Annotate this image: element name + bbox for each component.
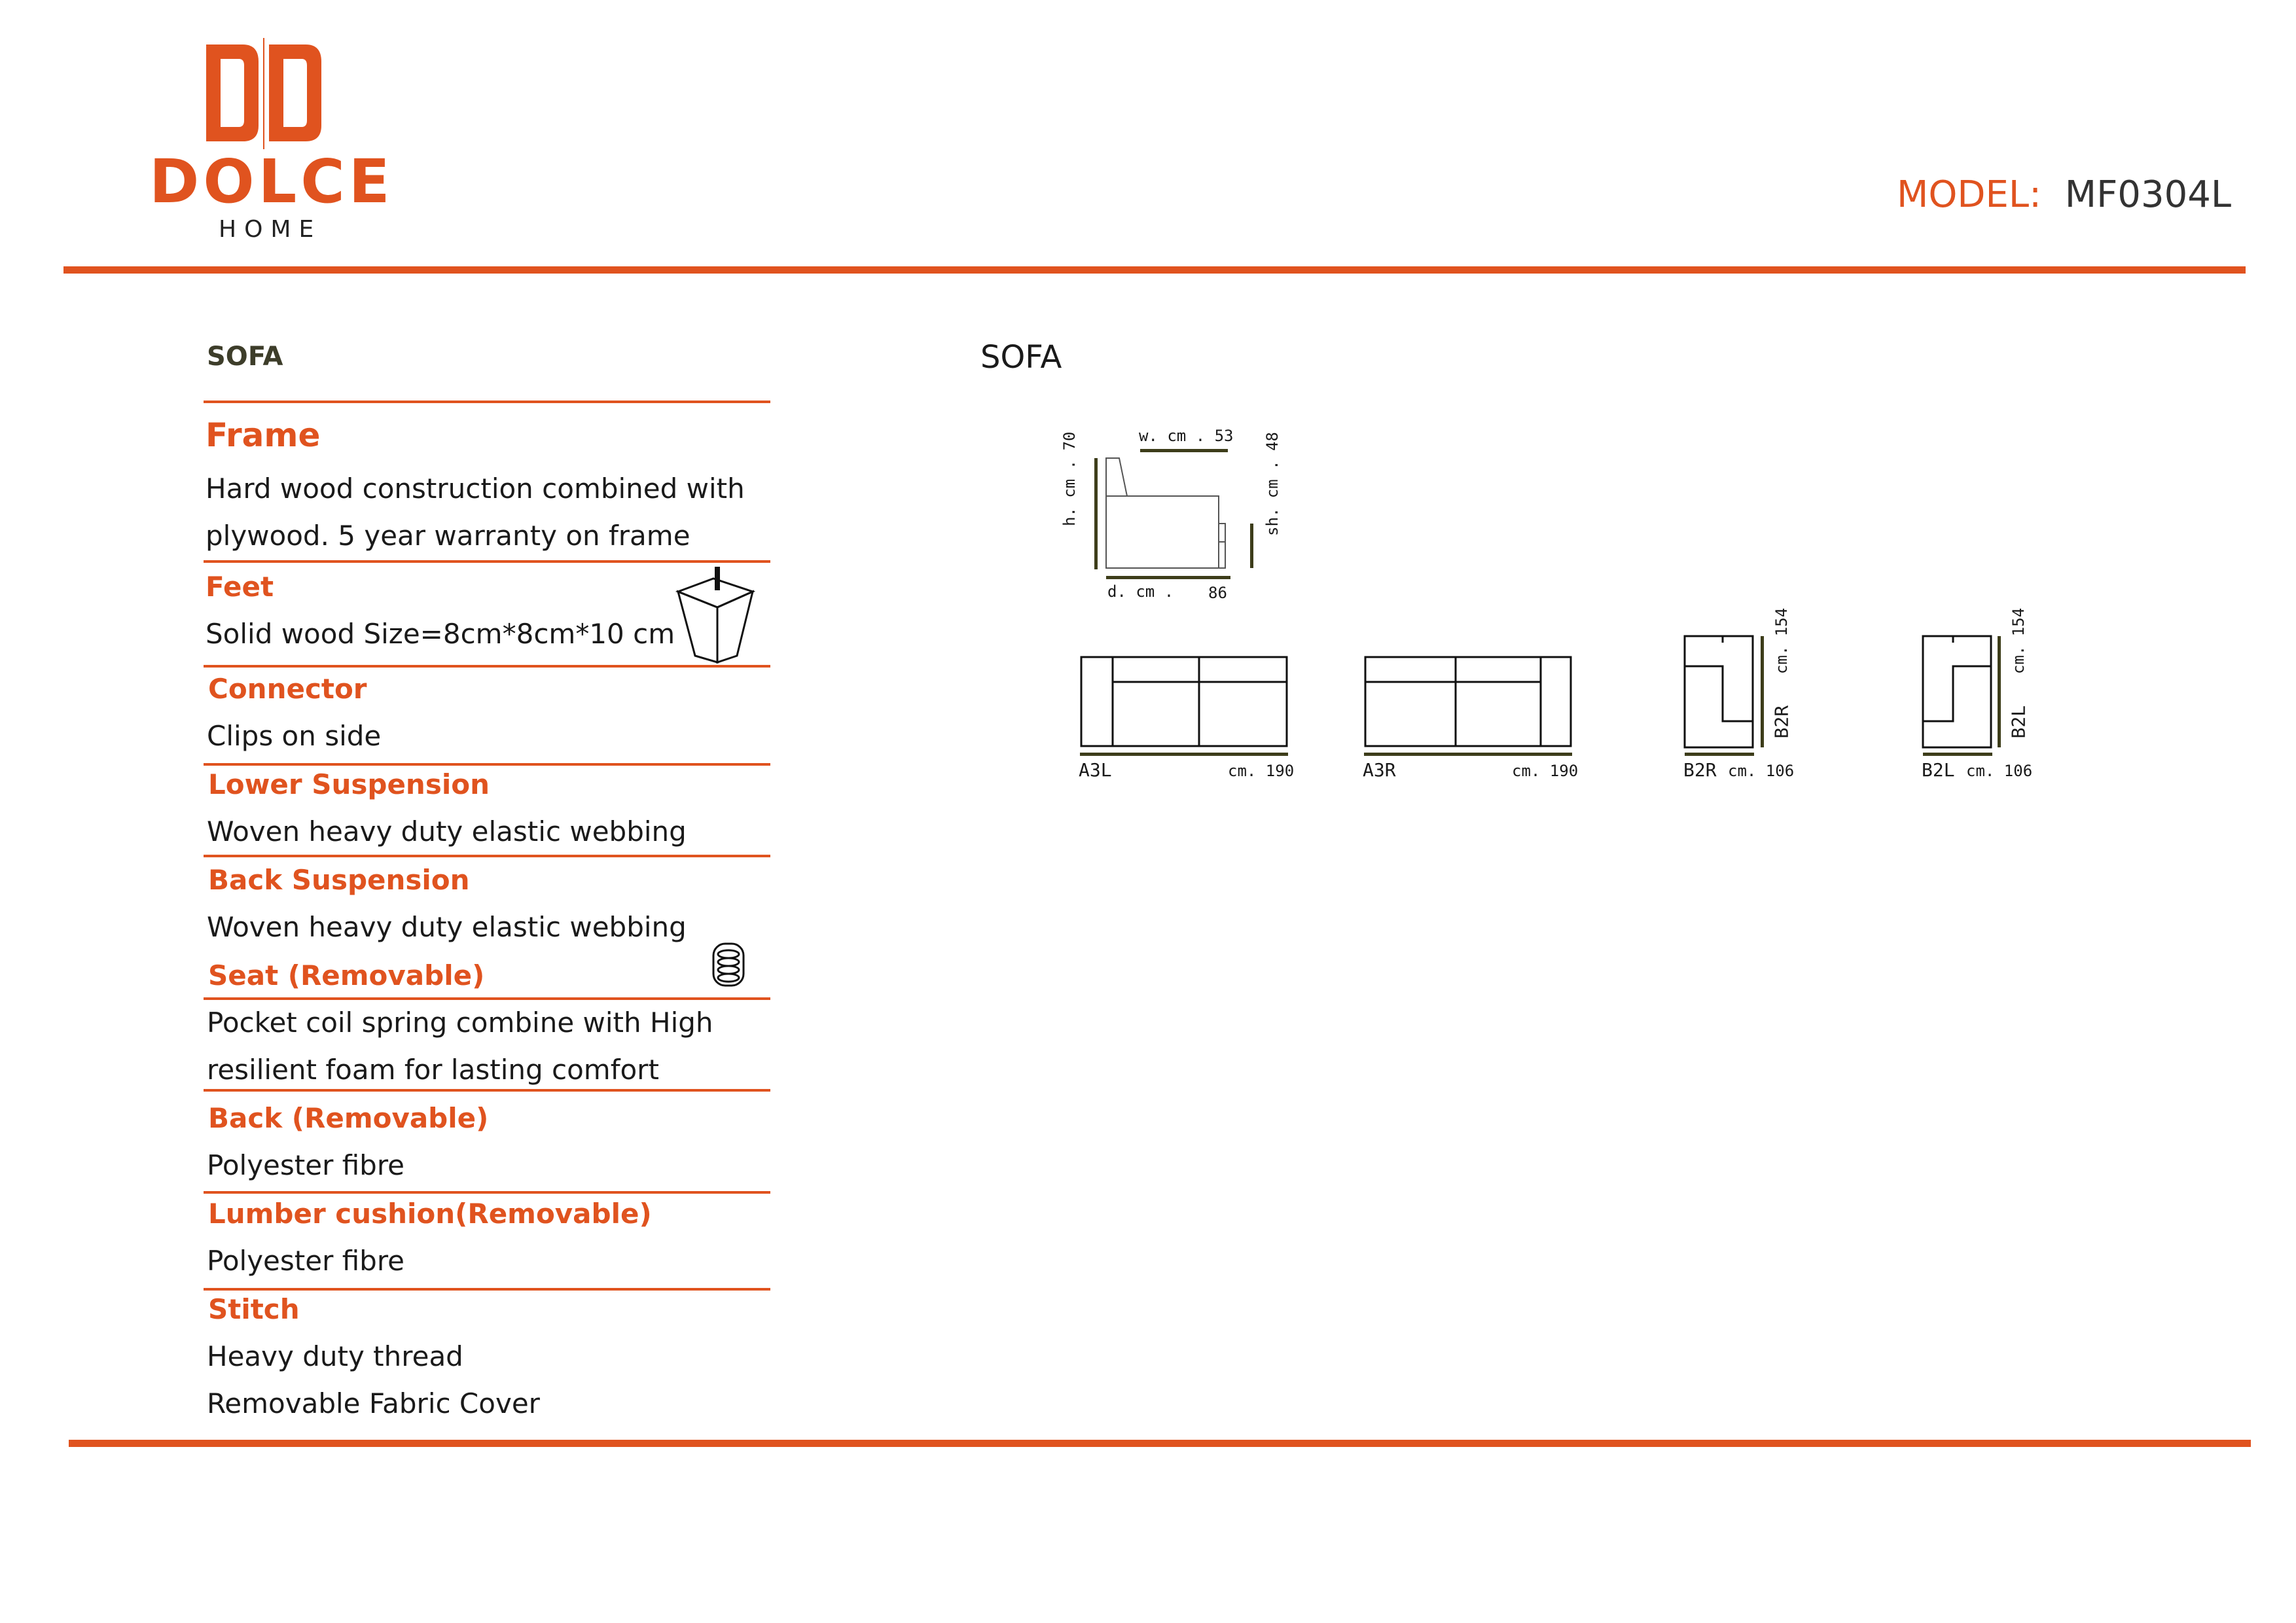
- depth-label: d. cm .: [1107, 582, 1174, 601]
- spec-divider: [204, 997, 770, 1000]
- module-width: cm. 106: [1728, 762, 1795, 780]
- spec-text-frame-2: plywood. 5 year warranty on frame: [206, 520, 691, 552]
- module-width: cm. 106: [1966, 762, 2033, 780]
- spec-divider: [204, 665, 770, 668]
- spec-heading-back: Back (Removable): [208, 1102, 489, 1134]
- spec-heading-connector: Connector: [208, 673, 367, 705]
- spec-text-lumber-cushion: Polyester fibre: [207, 1245, 404, 1277]
- spec-text-stitch-2: Removable Fabric Cover: [207, 1387, 540, 1419]
- spec-text-lower-suspension: Woven heavy duty elastic webbing: [207, 815, 687, 847]
- spec-text-frame-1: Hard wood construction combined with: [206, 473, 745, 505]
- dimension-line: [1364, 753, 1572, 756]
- spec-divider: [204, 1191, 770, 1194]
- spec-title: SOFA: [207, 342, 283, 372]
- footer-divider: [69, 1440, 2251, 1447]
- spec-divider: [204, 1089, 770, 1092]
- spec-text-feet: Solid wood Size=8cm*8cm*10 cm: [206, 618, 675, 650]
- spec-text-seat-2: resilient foam for lasting comfort: [207, 1054, 659, 1086]
- module-b2r-plan: [1683, 633, 1762, 751]
- module-width: cm. 190: [1512, 762, 1579, 780]
- spec-heading-lower-suspension: Lower Suspension: [208, 768, 490, 800]
- spec-heading-seat: Seat (Removable): [208, 959, 485, 991]
- model-number: MF0304L: [2064, 173, 2232, 216]
- dimension-line: [1761, 636, 1764, 747]
- spec-text-seat-1: Pocket coil spring combine with High: [207, 1007, 713, 1039]
- dimension-line: [1080, 753, 1288, 756]
- model-heading: [1897, 173, 2232, 216]
- dimension-line: [1685, 753, 1754, 756]
- spec-divider: [204, 401, 770, 403]
- module-b2l-plan: [1922, 633, 2000, 751]
- brand-name: DOLCE: [149, 147, 394, 217]
- dimension-line: [1106, 576, 1230, 579]
- spec-text-connector: Clips on side: [207, 720, 382, 752]
- spec-divider: [204, 560, 770, 563]
- spec-heading-frame: Frame: [206, 416, 321, 454]
- spec-heading-lumber-cushion: Lumber cushion(Removable): [208, 1198, 652, 1230]
- brand-subtitle: HOME: [219, 216, 322, 243]
- spec-heading-back-suspension: Back Suspension: [208, 864, 470, 896]
- drawing-title: SOFA: [980, 339, 1062, 376]
- spec-text-stitch-1: Heavy duty thread: [207, 1340, 463, 1372]
- module-a3l-plan: [1080, 654, 1289, 759]
- spec-divider: [204, 855, 770, 857]
- spec-heading-feet: Feet: [206, 571, 274, 603]
- model-label: MODEL:: [1897, 173, 2041, 216]
- dimension-line: [1094, 458, 1098, 569]
- module-code: B2R: [1683, 759, 1717, 781]
- coil-spring-icon: [711, 941, 747, 988]
- dolce-monogram-icon: [205, 38, 323, 149]
- spec-divider: [204, 1288, 770, 1291]
- spec-heading-stitch: Stitch: [208, 1293, 300, 1325]
- wooden-foot-icon: [674, 565, 759, 664]
- module-a3r-plan: [1364, 654, 1573, 759]
- dimension-line: [1923, 753, 1992, 756]
- module-code: A3R: [1363, 759, 1396, 781]
- module-code: B2L: [1922, 759, 1955, 781]
- seat-width-label: w. cm . 53: [1139, 427, 1234, 445]
- dimension-line: [1250, 524, 1253, 568]
- module-code: A3L: [1079, 759, 1112, 781]
- spec-divider: [204, 763, 770, 766]
- module-width: cm. 190: [1228, 762, 1295, 780]
- spec-text-back-suspension: Woven heavy duty elastic webbing: [207, 911, 687, 943]
- dimension-line: [1998, 636, 2001, 747]
- spec-text-back: Polyester fibre: [207, 1149, 404, 1181]
- header-divider: [63, 266, 2246, 274]
- depth-value: 86: [1208, 584, 1227, 602]
- sofa-side-outline: [1100, 452, 1230, 582]
